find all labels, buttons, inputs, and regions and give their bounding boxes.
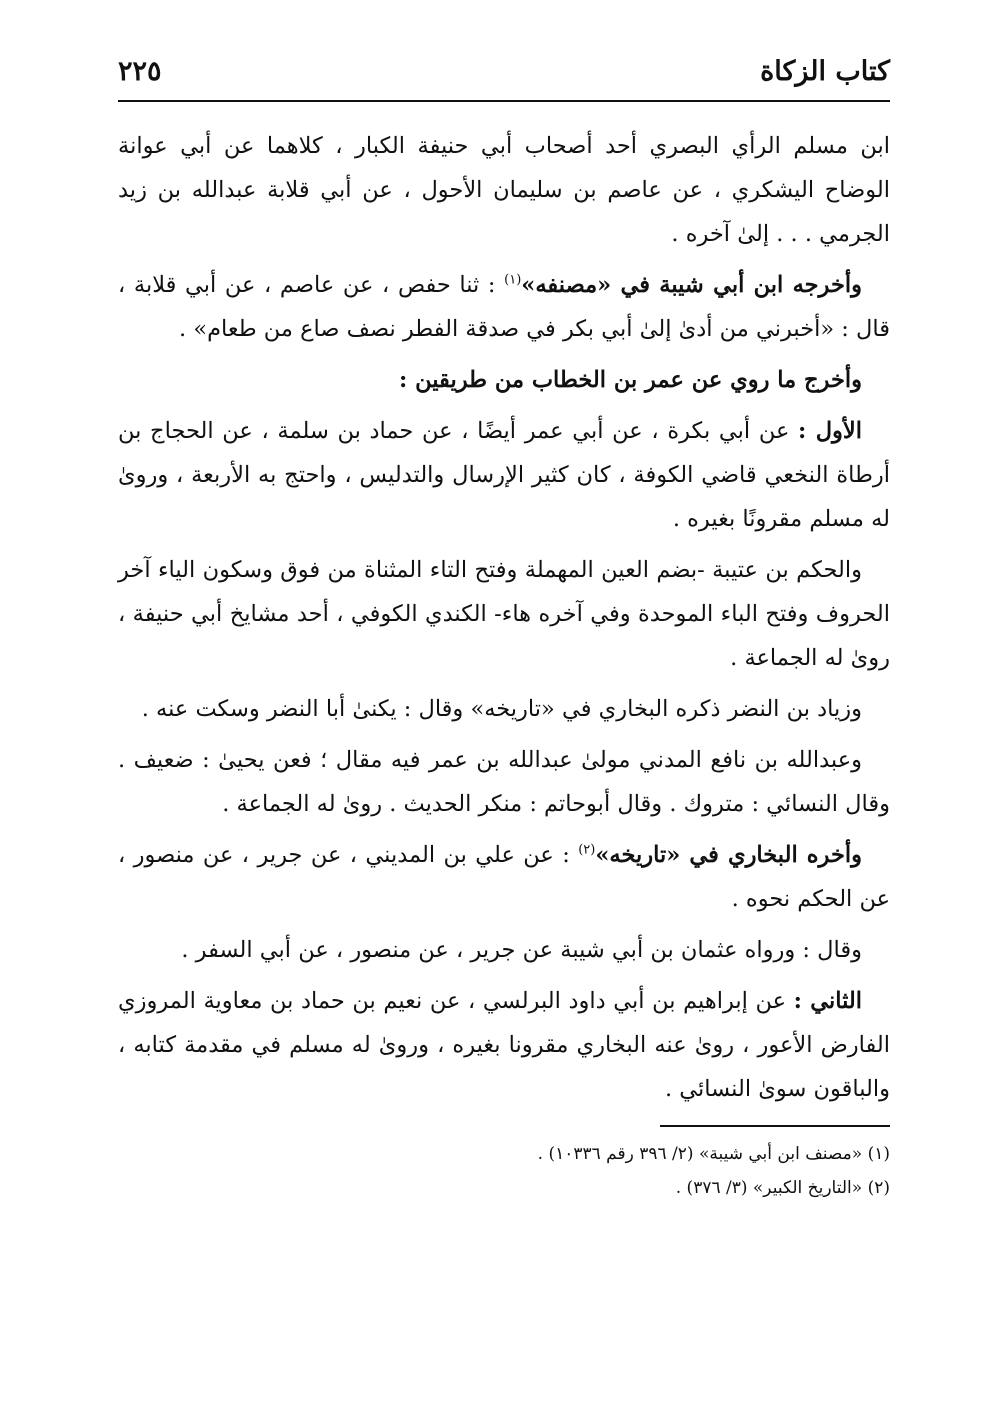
paragraph-text: عن أبي بكرة ، عن أبي عمر أيضًا ، عن حماد بن سلمة ، عن الحجاج بن أرطاة النخعي قاضي الكوفة ، كان كثير الإرسال والتدليس ، واحتج به الأربعة ، وروىٰ له مسلم مقرونًا بغيره . (118, 418, 890, 532)
paragraph-text: : ثنا حفص ، عن عاصم ، عن أبي قلابة ، قال : «أخبرني من أدىٰ إلىٰ أبي بكر في صدقة الفطر نصف صاع من طعام» . (118, 272, 890, 342)
footnotes (118, 1137, 890, 1205)
chapter-title: كتاب الزكاة (760, 56, 890, 87)
footnote-ref: (٢) (578, 842, 596, 858)
paragraph-text: وقال : ورواه عثمان بن أبي شيبة عن جرير ، عن منصور ، عن أبي السفر . (181, 937, 862, 963)
book-page (118, 48, 890, 1388)
paragraph-lead: الأول : (798, 418, 863, 444)
paragraph (118, 548, 890, 680)
paragraph (118, 358, 890, 402)
footnote: (١) «مصنف ابن أبي شيبة» (٢/ ٣٩٦ رقم ١٠٣٣٦) . (537, 1144, 890, 1164)
paragraph-text: عن إبراهيم بن أبي داود البرلسي ، عن نعيم بن حماد بن معاوية المروزي الفارض الأعور ، روىٰ عنه البخاري مقرونا بغيره ، وروىٰ له مسلم في مقدمة كتابه ، والباقون سوىٰ النسائي . (118, 988, 890, 1102)
paragraph (118, 687, 890, 731)
body-text (118, 124, 890, 1111)
paragraph-text: والحكم بن عتيبة -بضم العين المهملة وفتح التاء المثناة من فوق وسكون الياء آخر الحروف وفتح الباء الموحدة وفي آخره هاء- الكندي الكوفي ، أحد مشايخ أبي حنيفة ، روىٰ له الجماعة . (118, 557, 890, 671)
paragraph-lead: وأخرجه ابن أبي شيبة في «مصنفه» (521, 272, 862, 298)
paragraph (118, 124, 890, 256)
paragraph-lead: وأخره البخاري في «تاريخه» (595, 842, 862, 868)
section-heading: وأخرج ما روي عن عمر بن الخطاب من طريقين : (399, 367, 862, 393)
paragraph-lead: الثاني : (793, 988, 862, 1014)
paragraph-text: وزياد بن النضر ذكره البخاري في «تاريخه» وقال : يكنىٰ أبا النضر وسكت عنه . (141, 696, 862, 722)
paragraph (118, 833, 890, 921)
footnote-ref: (١) (504, 272, 522, 288)
page-number: ٢٢٥ (118, 56, 162, 87)
running-header (118, 48, 890, 102)
footnote-divider (660, 1125, 890, 1127)
paragraph (118, 979, 890, 1111)
footnote: (٢) «التاريخ الكبير» (٣/ ٣٧٦) . (675, 1178, 890, 1198)
paragraph-text: : عن علي بن المديني ، عن جرير ، عن منصور ، عن الحكم نحوه . (118, 842, 890, 912)
paragraph (118, 409, 890, 541)
paragraph (118, 263, 890, 351)
paragraph (118, 928, 890, 972)
paragraph (118, 738, 890, 826)
paragraph-text: وعبدالله بن نافع المدني مولىٰ عبدالله بن عمر فيه مقال ؛ فعن يحيىٰ : ضعيف . وقال النسائي : متروك . وقال أبوحاتم : منكر الحديث . روىٰ له الجماعة . (118, 747, 890, 817)
paragraph-text: ابن مسلم الرأي البصري أحد أصحاب أبي حنيفة الكبار ، كلاهما عن أبي عوانة الوضاح اليشكري ، عن عاصم بن سليمان الأحول ، عن أبي قلابة عبدالله بن زيد الجرمي . . . إلىٰ آخره . (118, 133, 890, 247)
